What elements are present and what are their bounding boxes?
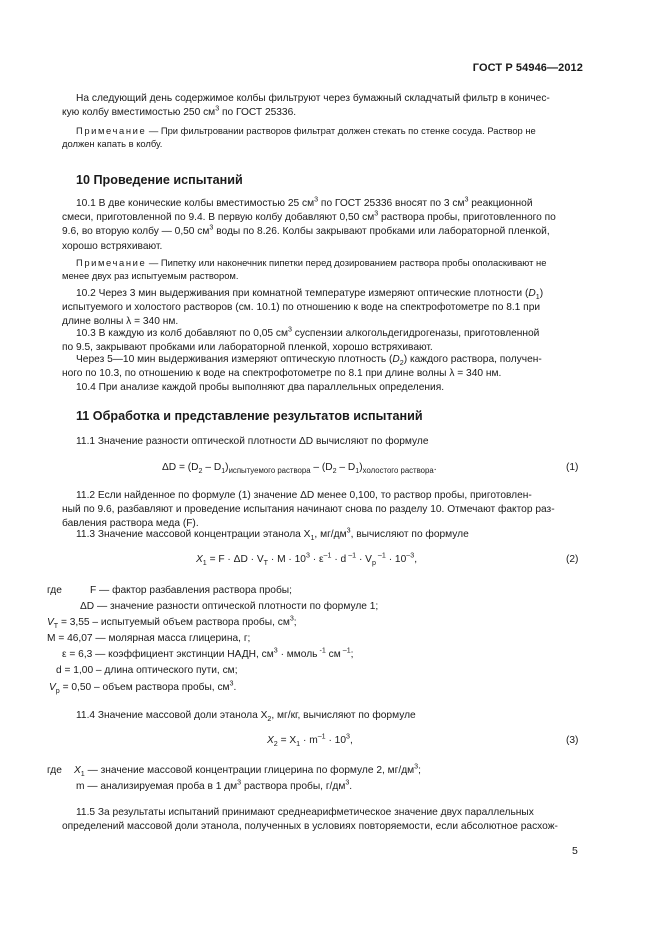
variable: D (528, 288, 536, 299)
text-span: ) (539, 288, 544, 299)
subscript: 1 (80, 770, 85, 779)
text-span: кую колбу вместимостью 250 см (62, 107, 216, 119)
paragraph-10-4 (62, 381, 584, 395)
formula-part: . (433, 462, 437, 473)
subscript: 2 (399, 359, 404, 368)
formula-part: · 10 (325, 735, 347, 746)
text-span: воды по 8.26. Колбы закрывают пробками или лабораторной пленкой, (213, 226, 550, 238)
paragraph-11-3 (62, 528, 584, 542)
paragraph-line (62, 197, 584, 211)
formula-part: , (414, 554, 418, 565)
paragraph-11-4 (62, 709, 584, 723)
text-span: ; (350, 649, 354, 660)
paragraph-line (62, 106, 584, 120)
where-item-f: F — фактор разбавления раствора пробы; (90, 585, 292, 596)
text-span: 9.6, во вторую колбу — 0,50 см (62, 226, 210, 238)
text-span: 11.4 Значение массовой доли этанола X (76, 710, 268, 721)
subscript: T (53, 622, 59, 631)
text-span: , мг/дм (314, 529, 347, 540)
paragraph-line (62, 287, 584, 301)
paragraph-line: бавления раствора меда (F). (62, 518, 199, 530)
text-span: должен капать в колбу. (62, 138, 163, 150)
formula-part: = X (277, 735, 297, 746)
subscript: испытуемого раствора (228, 466, 311, 476)
formula-part: X (196, 554, 203, 565)
text-span: суспензии алкогольдегидрогеназы, приготовленной (291, 328, 540, 339)
paragraph-line (62, 528, 584, 542)
formula-part: X (267, 735, 274, 746)
text-span: см (325, 649, 341, 660)
text-span: ; (418, 765, 421, 776)
text-span: Через 5—10 мин выдерживания измеряют оптическую плотность ( (76, 354, 393, 365)
paragraph-10-3 (62, 327, 584, 355)
text-span: , мг/кг, вычисляют по формуле (271, 710, 416, 721)
superscript: 3 (229, 679, 234, 688)
paragraph-11-5 (62, 806, 584, 834)
text-span: по ГОСТ 25336 вносят по 3 см (318, 198, 465, 209)
note-filtration (62, 124, 584, 150)
paragraph-line: испытуемого и холостого растворов (см. 10.1) по отношению к воде на спектрофотометре по 8.1 при (62, 302, 541, 314)
superscript: 3 (314, 195, 319, 204)
text-span: . (349, 781, 353, 792)
paragraph-line: определений массовой доли этанола, полученных в условиях повторяемости, если абсолютное расхож- (62, 821, 558, 833)
variable: V (47, 617, 54, 628)
paragraph-line: хорошо встряхивают. (62, 240, 163, 252)
where-item-d: d = 1,00 – длина оптического пути, см; (56, 665, 238, 676)
text-span: ; (293, 617, 297, 628)
text-span: раствора пробы, г/дм (241, 781, 346, 792)
formula-part: = F · ΔD · V (206, 554, 264, 565)
superscript: –1 (317, 732, 326, 741)
formula-2 (196, 551, 418, 568)
formula-part: – (D (310, 462, 333, 473)
text-span: реакционной (468, 198, 533, 209)
paragraph-line: 11.1 Значение разности оптической плотности ΔD вычисляют по формуле (76, 436, 429, 447)
note-label: Примечание (76, 125, 147, 136)
text-span: — Пипетку или наконечник пипетки перед дозированием раствора пробы ополаскивают не (146, 257, 547, 268)
where-item-m-sample (76, 780, 352, 794)
variable: V (49, 682, 56, 693)
formula-1-number: (1) (566, 462, 579, 473)
superscript: –1 (323, 551, 332, 560)
subscript: 1 (355, 467, 360, 476)
superscript: 3 (289, 614, 294, 623)
superscript: –1 (340, 646, 351, 655)
formula-part: ) (225, 462, 229, 473)
page-number: 5 (572, 845, 578, 857)
subscript: p (55, 687, 60, 696)
text-span: раствора пробы, приготовленного по (378, 212, 556, 224)
formula-part: · 10 (385, 554, 407, 565)
text-span: = 0,50 – объем раствора пробы, см (59, 682, 230, 693)
superscript: 3 (287, 325, 292, 334)
text-span: · ммоль (277, 649, 318, 660)
where-item-vp (49, 681, 236, 695)
where-label: где (47, 765, 62, 776)
standard-code-header: ГОСТ Р 54946—2012 (472, 62, 583, 74)
where-item-epsilon (62, 648, 354, 662)
paragraph-11-1 (62, 435, 584, 449)
variable: D (392, 354, 400, 365)
formula-part: · ε (309, 554, 324, 565)
where-item-m: M = 46,07 — молярная масса глицерина, г; (47, 633, 251, 644)
subscript: 1 (202, 559, 207, 568)
superscript: 3 (305, 551, 310, 560)
superscript: 3 (273, 646, 278, 655)
formula-1 (162, 462, 437, 476)
subscript: 1 (310, 534, 315, 543)
text-span: На следующий день содержимое колбы фильтруют через бумажный складчатый фильтр в коничес- (76, 93, 550, 104)
formula-part: · M · 10 (268, 554, 306, 565)
text-span: 10.1 В две конические колбы вместимостью 25 см (76, 198, 315, 209)
paragraph-11-2 (62, 489, 584, 532)
formula-3-number: (3) (566, 735, 579, 746)
text-span: 10.3 В каждую из колб добавляют по 0,05 см (76, 328, 288, 339)
superscript: 3 (215, 104, 220, 113)
text-span: . (233, 682, 237, 693)
variable: X (74, 765, 81, 776)
paragraph-line: ного по 10.3, по отношению к воде на спектрофотометре по 8.1 при длине волны λ = 340 нм. (62, 368, 502, 380)
note-line (62, 269, 584, 282)
formula-3 (267, 732, 353, 749)
superscript: -1 (317, 646, 326, 655)
note-label: Примечание (76, 257, 147, 268)
paragraph-line (62, 709, 584, 723)
paragraph-filtration (62, 92, 584, 120)
paragraph-line: по 9.5, закрывают пробками или лабораторной пленкой, хорошо встряхивают. (62, 342, 433, 354)
paragraph-10-3-cont (62, 353, 584, 381)
subscript: 2 (267, 715, 272, 724)
section-title: 10 Проведение испытаний (76, 173, 243, 187)
paragraph-line (62, 225, 584, 239)
where-item-x1 (74, 764, 421, 778)
text-span: = 3,55 – испытуемый объем раствора пробы, см (58, 617, 290, 628)
formula-part: · d (331, 554, 347, 565)
subscript: холостого раствора (362, 466, 434, 476)
paragraph-line (62, 92, 584, 106)
formula-part: ΔD = (D (162, 462, 199, 473)
paragraph-10-2 (62, 287, 584, 330)
subscript: 2 (198, 467, 203, 476)
text-span: — значение массовой концентрации глицерина по формуле 2, мг/дм (84, 765, 415, 776)
superscript: 3 (237, 778, 242, 787)
paragraph-line: длине волны λ = 340 нм. (62, 316, 179, 328)
note-line (62, 124, 584, 137)
paragraph-line: ный по 9.6, разбавляют и проведение испытания начинают снова по разделу 10. Отмечают фактор раз- (62, 504, 555, 516)
text-span: ε = 6,3 — коэффициент экстинции НАДН, см (62, 649, 274, 660)
superscript: –1 (346, 551, 357, 560)
paragraph-line (62, 353, 584, 367)
text-span: 11.3 Значение массовой концентрации этанола X (76, 529, 311, 540)
section-11-heading (76, 409, 423, 423)
superscript: 3 (346, 732, 350, 741)
superscript: 3 (209, 224, 214, 233)
subscript: 1 (221, 467, 226, 476)
paragraph-line: 11.2 Если найденное по формуле (1) значение ΔD менее 0,100, то раствор пробы, приготовлен- (76, 490, 532, 501)
paragraph-10-1 (62, 197, 584, 254)
text-span: — При фильтровании растворов фильтрат должен стекать по стенке сосуда. Раствор не (146, 125, 536, 136)
subscript: 2 (332, 467, 337, 476)
note-pipette (62, 256, 584, 282)
note-line (62, 256, 584, 269)
superscript: 3 (346, 526, 351, 535)
superscript: –1 (375, 551, 386, 560)
text-span: смеси, приготовленной по 9.4. В первую колбу добавляют 0,50 см (62, 212, 375, 224)
text-span: ) каждого раствора, получен- (403, 354, 542, 365)
formula-2-number: (2) (566, 554, 579, 565)
note-line (62, 137, 584, 150)
text-span: 10.2 Через 3 мин выдерживания при комнатной температуре измеряют оптические плотности ( (76, 288, 529, 299)
formula-part: – D (336, 462, 356, 473)
section-title: 11 Обработка и представление результатов испытаний (76, 409, 423, 423)
section-10-heading (76, 173, 243, 187)
superscript: 3 (464, 195, 469, 204)
subscript: 1 (296, 740, 301, 749)
subscript: 2 (273, 740, 278, 749)
superscript: 3 (414, 762, 419, 771)
text-span: , вычисляют по формуле (350, 529, 469, 540)
where-label: где (47, 585, 62, 596)
formula-part: , (349, 735, 353, 746)
formula-part: ) (359, 462, 363, 473)
formula-part: – D (202, 462, 222, 473)
paragraph-line: 11.5 За результаты испытаний принимают среднеарифметическое значение двух параллельных (76, 807, 534, 818)
text-span: m — анализируемая проба в 1 дм (76, 781, 238, 792)
paragraph-line (62, 211, 584, 225)
formula-part: · V (356, 554, 372, 565)
superscript: 3 (345, 778, 350, 787)
superscript: –3 (406, 551, 415, 560)
superscript: 3 (374, 209, 379, 218)
where-item-delta-d: ΔD — значение разности оптической плотности по формуле 1; (80, 601, 379, 612)
subscript: 1 (535, 293, 540, 302)
subscript: p (371, 559, 376, 568)
paragraph-line: 10.4 При анализе каждой пробы выполняют два параллельных определения. (76, 382, 445, 393)
subscript: T (263, 559, 269, 568)
where-item-vt (47, 616, 297, 630)
text-span: менее двух раз испытуемым раствором. (62, 270, 239, 282)
paragraph-line (62, 327, 584, 341)
text-span: по ГОСТ 25336. (219, 107, 297, 119)
formula-part: · m (300, 735, 318, 746)
